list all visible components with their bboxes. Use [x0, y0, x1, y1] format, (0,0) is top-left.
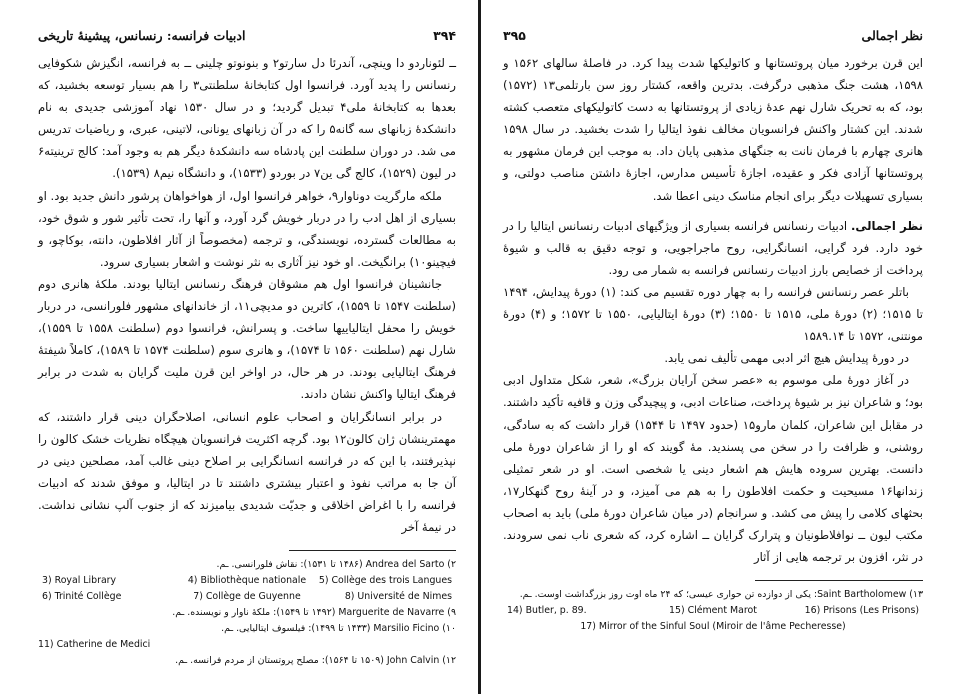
section-gap: [503, 207, 923, 215]
footnote-11: 11) Catherine de Medici: [38, 639, 151, 651]
right-paragraph-4: در دورهٔ پیدایش هیچ اثر ادبی مهمی تألیف نمی یابد.: [664, 351, 909, 366]
footnote-14: 14) Butler, p. 89.: [507, 605, 587, 617]
footnote-2: ۲) Andrea del Sarto (۱۴۸۶ تا ۱۵۳۱): نقاش فلورانسی. ـم.: [216, 559, 456, 571]
right-footnotes: [503, 587, 923, 635]
left-footnote-rule: [289, 550, 456, 551]
left-page-number: ۳۹۴: [433, 28, 456, 43]
right-paragraph-2: [503, 215, 923, 281]
left-footnotes: [38, 557, 456, 669]
footnote-9: ۹) Marguerite de Navarre (۱۴۹۲ تا ۱۵۴۹): ملکهٔ ناوار و نویسنده. ـم.: [172, 607, 456, 619]
left-running-title: ادبیات فرانسه: رنسانس، پیشینهٔ تاریخی: [38, 28, 246, 43]
footnote-10: ۱۰) Marsilio Ficino (۱۴۳۳ تا ۱۴۹۹): فیلسوف ایتالیایی. ـم.: [221, 623, 456, 635]
footnote-6: 6) Trinité Collège: [42, 591, 122, 603]
footnote-15: 15) Clément Marot: [669, 605, 757, 617]
right-running-title: نظر اجمالی: [861, 28, 923, 43]
footnote-13: ۱۳) Saint Bartholomew: یکی از دوازده تن حواری عیسی؛ که ۲۴ ماه اوت روز بزرگداشت اوست. ـم.: [519, 589, 923, 601]
right-body-text: [503, 52, 923, 568]
right-paragraph-5: در آغاز دورهٔ ملی موسوم به «عصر سخن آرایان بزرگ»، شعر، شکل متداول ادبی بود؛ و شاعران نیز بر شیوهٔ پرداخت، صناعات ادبی، و پیچیدگی وزن و قافیه تأکید داشتند. در مقابل این شاعران، کلمان مارو۱۵ (حدود ۱۴۹۷ تا ۱۵۴۴) قرار داشت که به سادگی، روشنی، و ظرافت را در سخن می پسندید. مهٔ گویند که او را از شاعران دورهٔ ملی دانست. بهترین سروده هایش هم اشعار دینی یا شخصی است. او در شعر تمثیلی زندانها۱۶ مسیحیت و حکمت افلاطون را به هم می آمیزد، و در آینهٔ روح گنهکار۱۷، بحثهای کلامی را پیش می کشد. و سرانجام (در میان شاعران دورهٔ ملی) باید به اصحاب مکتب لیون ــ نوافلاطونیان و پترارک گرایان ــ اشاره کرد، که شعری ناب نمی سرودند. در نثر، افزون بر ترجمه هایی از آثار: [503, 373, 923, 565]
right-footnote-rule: [755, 580, 923, 581]
right-paragraph-1: این قرن برخورد میان پروتستانها و کاتولیکها شدت پیدا کرد. در فاصلهٔ سالهای ۱۵۶۲ و ۱۵۹۸، هشت جنگ مذهبی درگرفت. بدترین واقعه، کشتار روز سن بارتلمی۱۳ (۱۵۷۲) بود، که به تحریک شارل نهم عدهٔ زیادی از پروتستانها به دست کاتولیکهای متعصب کشته شدند. این کشتار واکنش فرانسویان مخالف نفوذ ایتالیا را شدت بخشید. در سال ۱۵۹۸ هانری چهارم با فرمان نانت به جنگهای مذهبی پایان داد. به موجب این فرمان مشهور به پروتستانها آزادی فکر و عقیده، اجازهٔ تأسیس مدارس، اجازهٔ داشتن مناصب دولتی، و بسیاری تسهیلات دیگر برای انجام مناسک دینی اعطا شد.: [503, 56, 924, 203]
footnote-5: 5) Collège des trois Langues: [318, 575, 453, 587]
footnote-7: 7) Collège de Guyenne: [193, 591, 301, 603]
right-paragraph-3: باتلر عصر رنسانس فرانسه را به چهار دوره تقسیم می کند: (۱) دورهٔ پیدایش، ۱۴۹۴ تا ۱۵۱۵؛ (۲) دورهٔ ملی، ۱۵۱۵ تا ۱۵۵۰؛ (۳) دورهٔ ایتالیایی، ۱۵۵۰ تا ۱۵۷۲؛ و (۴) دورهٔ مونتنی، ۱۵۷۲ تا ۱۵۸۹.۱۴: [503, 284, 923, 344]
right-page: [481, 0, 959, 694]
left-paragraph-1: ــ لئوناردو دا وینچی، آندرئا دل سارتو۲ و بنونوتو چلینی ــ به فرانسه، انگیزش شکوفایی رنسانس را پدید آورد. فرانسوا اول کتابخانهٔ سلطنتی۳ را هم بسیار توسعه بخشید، که بعدها به کتابخانهٔ ملی۴ تبدیل گردید؛ و در سال ۱۵۳۰ نهاد آموزشی جدیدی به نام دانشکدهٔ زبانهای سه گانه۵ را که در آن زبانهای یونانی، لاتینی، عبری، و ریاضیات تدریس می شد. در دوران سلطنت این پادشاه سه دانشکدهٔ دیگر هم به وجود آمد: کالج ترینیته۶ در لیون (۱۵۲۹)، کالج گی ین۷ در بوردو (۱۵۳۳)، و دانشگاه نیم۸ (۱۵۳۹).: [38, 56, 457, 181]
left-paragraph-3: جانشینان فرانسوا اول هم مشوقان فرهنگ رنسانس ایتالیا بودند. ملکهٔ هانری دوم (سلطنت ۱۵۴۷ تا ۱۵۵۹)، کاترین دو مدیچی۱۱، از خاندانهای مشهور فلورانسی، در دربار خویش را محفل ایتالیاییها ساخت. و پسرانش، فرانسوا دوم (سلطنت ۱۵۵۸ تا ۱۵۵۹)، شارل نهم (سلطنت ۱۵۶۰ تا ۱۵۷۴)، و هانری سوم (سلطنت ۱۵۷۴ تا ۱۵۸۹)، کاملاً شیفتهٔ فرهنگ ایتالیایی بودند. در هر حال، در اواخر این قرن ملیت گرایان به شدت در برابر فرهنگ ایتالیا واکنش نشان دادند.: [38, 276, 456, 402]
footnote-3: 3) Royal Library: [42, 575, 117, 587]
footnote-16: 16) Prisons (Les Prisons): [804, 605, 919, 617]
right-page-number: ۳۹۵: [503, 28, 526, 43]
left-paragraph-2: ملکه مارگریت دوناوار۹، خواهر فرانسوا اول، از هواخواهان پرشور دانش جدید بود. او بسیاری از اهل ادب را در دربار خویش گرد آورد، و آنها را، تحت تأثیر شور و شوق خود، به مطالعات گسترده، نویسندگی، و ترجمه (مخصوصاً از آثار افلاطون، دانته، بوکاچو، و فیچینو۱۰) برانگیخت. او خود نیز آثاری به نثر نوشت و اشعار بسیاری سرود.: [38, 188, 456, 269]
left-running-head: [38, 28, 456, 46]
left-page: [0, 0, 478, 694]
footnote-row-3-5: [38, 573, 456, 589]
footnote-17: 17) Mirror of the Sinful Soul (Miroir de l'âme Pecheresse): [580, 621, 846, 633]
left-paragraph-4: در برابر انسانگرایان و اصحاب علوم انسانی، اصلاحگران دینی قرار داشتند، که مهمترینشان ژان کالون۱۲ بود. گرچه اکثریت فرانسویان هیچگاه نظریات خشک کالون را نپذیرفتند، با این که در فرانسه انسانگرایی بر اصلاح دینی غالب آمد، مصلحین دینی در آن جا به مراتب نفوذ و اعتبار بیشتری داشتند تا در ایتالیا، و موفق شدند که ادبیات فرانسه را با اغراض اخلاقی و جدیّت شدیدی بیامیزند که از جنوب آلپ نشانی نداشت. در نیمهٔ آخر: [38, 409, 456, 534]
left-body-text: [38, 52, 456, 538]
right-running-head: [503, 28, 923, 46]
footnote-row-6-8: [38, 589, 456, 605]
footnote-12: ۱۲) John Calvin (۱۵۰۹ تا ۱۵۶۴): مصلح پروتستان از مردم فرانسه. ـم.: [175, 655, 456, 667]
section-lead-label: نظر اجمالی.: [850, 218, 923, 233]
footnote-8: 8) Université de Nimes: [344, 591, 453, 603]
footnote-row-14-16: [503, 603, 923, 619]
right-paragraph-2-text: ادبیات رنسانس فرانسه بسیاری از ویژگیهای ادبیات رنسانس ایتالیا را در خود دارد. فرد گرایی، انسانگرایی، روح ماجراجویی، و توجه دقیق به قالب و شیوهٔ پرداخت از خصایص بارز ادبیات رنسانس فرانسه به شمار می رود.: [503, 218, 923, 277]
footnote-4: 4) Bibliothèque nationale: [187, 575, 307, 587]
